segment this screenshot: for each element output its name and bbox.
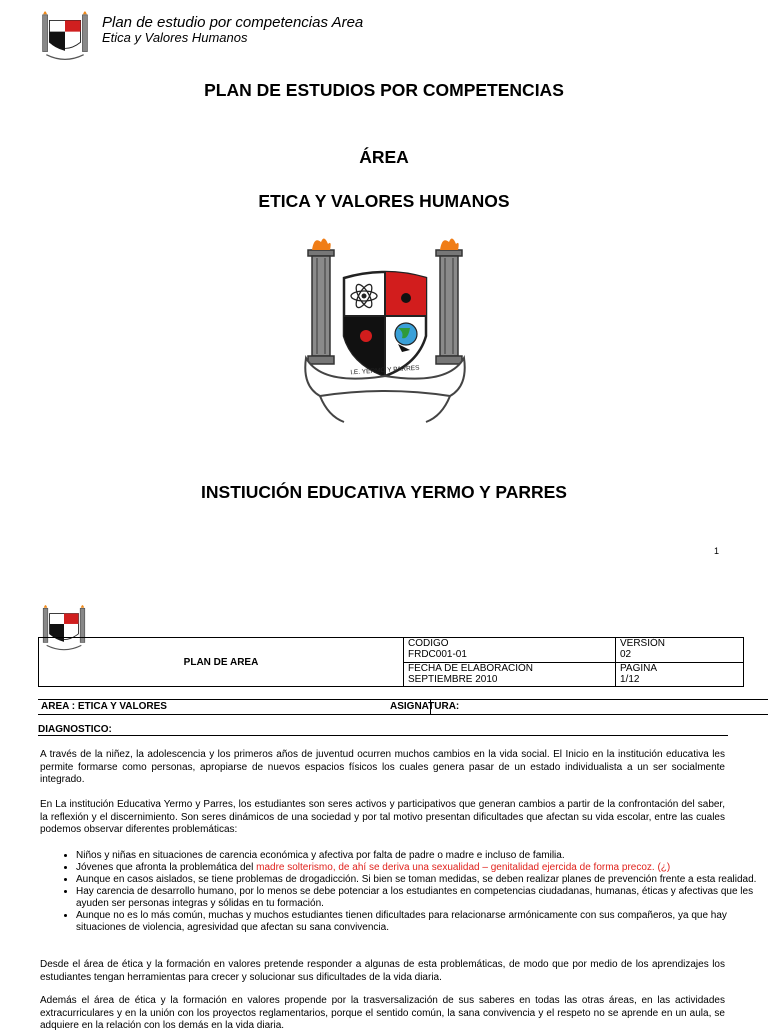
problematicas-list bbox=[40, 850, 761, 934]
form-header-table bbox=[38, 637, 744, 687]
page-number: 1 bbox=[714, 546, 720, 556]
diagnostico-heading: DIAGNOSTICO: bbox=[38, 724, 112, 735]
list-item-text: Jóvenes que afronta la problemática del bbox=[76, 862, 257, 873]
crest-ribbon-text: I.E. YERMO Y PARRES bbox=[350, 364, 420, 377]
diagnostico-paragraph-2: En La institución Educativa Yermo y Parres, los estudiantes son seres activos y participativos que generan cambios a partir de la confrontación del saber, la reflexión y el discernimiento. Son seres dinámicos de una sociedad y por tal motivo presentan dificultades que afectan su vida escolar, entre las cuales podemos observar diferentes problemáticas: bbox=[40, 799, 725, 835]
school-crest-small-icon bbox=[40, 8, 90, 64]
version-label: VERSIÓN bbox=[620, 638, 666, 649]
area-row bbox=[38, 699, 768, 715]
list-item-highlight: madre solterismo, de ahí se deriva una sexualidad – genitalidad ejercida de forma precoz. (¿) bbox=[256, 862, 671, 873]
school-crest-icon bbox=[298, 236, 472, 428]
list-item: • Aunque en casos aislados, se tiene problemas de drogadicción. Si bien se toman medidas, se deben realizar planes de prevención frente a esta realidad. bbox=[76, 874, 761, 886]
list-item: • Aunque no es lo más común, muchas y muchos estudiantes tienen dificultades para relacionarse armónicamente con sus compañeros, ya que hay situaciones de violencia, agresividad que afectan su sana convivencia. bbox=[76, 910, 761, 934]
list-item: • Hay carencia de desarrollo humano, por lo menos se debe potenciar a los estudiantes en competencias ciudadanas, humanas, éticas y afectivas que les ayuden ser personas integras y sólidas en tu formación. bbox=[76, 886, 761, 910]
fecha-value: SEPTIEMBRE 2010 bbox=[408, 673, 498, 685]
version-value: 02 bbox=[620, 649, 632, 660]
plan-de-area-cell: PLAN DE AREA bbox=[39, 638, 404, 687]
list-item bbox=[76, 862, 761, 874]
codigo-label: CODIGO bbox=[408, 638, 449, 649]
diagnostico-paragraph-3: Desde el área de ética y la formación en valores pretende responder a algunas de esta problemáticas, de modo que por medio de los aprendizajes los estudiantes tengan herramientas para crecer y solucionar sus dificultades de la vida diaria. bbox=[40, 959, 725, 983]
subject-title: ETICA Y VALORES HUMANOS bbox=[258, 191, 510, 211]
diagnostico-rule bbox=[38, 735, 728, 736]
diagnostico-paragraph-1: A través de la niñez, la adolescencia y los primeros años de juventud ocurren muchos cambios en la vida social. El Inicio en la institución educativa les permite formarse como personas, apropiarse de nuevos espacios físicos los cuales genera pasar de un estado individualista a un ser socialmente integrado. bbox=[40, 749, 725, 785]
list-item: • Niños y niñas en situaciones de carencia económica y afectiva por falta de padre o madre e incluso de familia. bbox=[76, 850, 761, 862]
pagina-label: PAGINA bbox=[620, 662, 658, 674]
pagina-value: 1/12 bbox=[620, 673, 640, 685]
main-title: PLAN DE ESTUDIOS POR COMPETENCIAS bbox=[204, 80, 564, 100]
asignatura-label: ASIGNATURA: bbox=[390, 701, 460, 712]
header-subtitle: Etica y Valores Humanos bbox=[102, 30, 248, 45]
area-label: AREA : ETICA Y VALORES bbox=[41, 701, 167, 712]
diagnostico-paragraph-4: Además el área de ética y la formación en valores propende por la trasversalización de sus saberes en todas las otras áreas, en las actividades extracurriculares y en la unión con los proyectos reglamentarios, porque el sentido común, la sana convivencia y el respeto no se aprende en un aula, se adquiere en la relación con los demás en la vida diaria. bbox=[40, 995, 725, 1031]
codigo-value: FRDC001-01 bbox=[408, 649, 467, 660]
fecha-label: FECHA DE ELABORACIÓN bbox=[408, 662, 534, 674]
area-title: ÁREA bbox=[359, 147, 409, 167]
header-title: Plan de estudio por competencias Area bbox=[102, 14, 364, 31]
institution-title: INSTIUCIÓN EDUCATIVA YERMO Y PARRES bbox=[201, 482, 567, 502]
